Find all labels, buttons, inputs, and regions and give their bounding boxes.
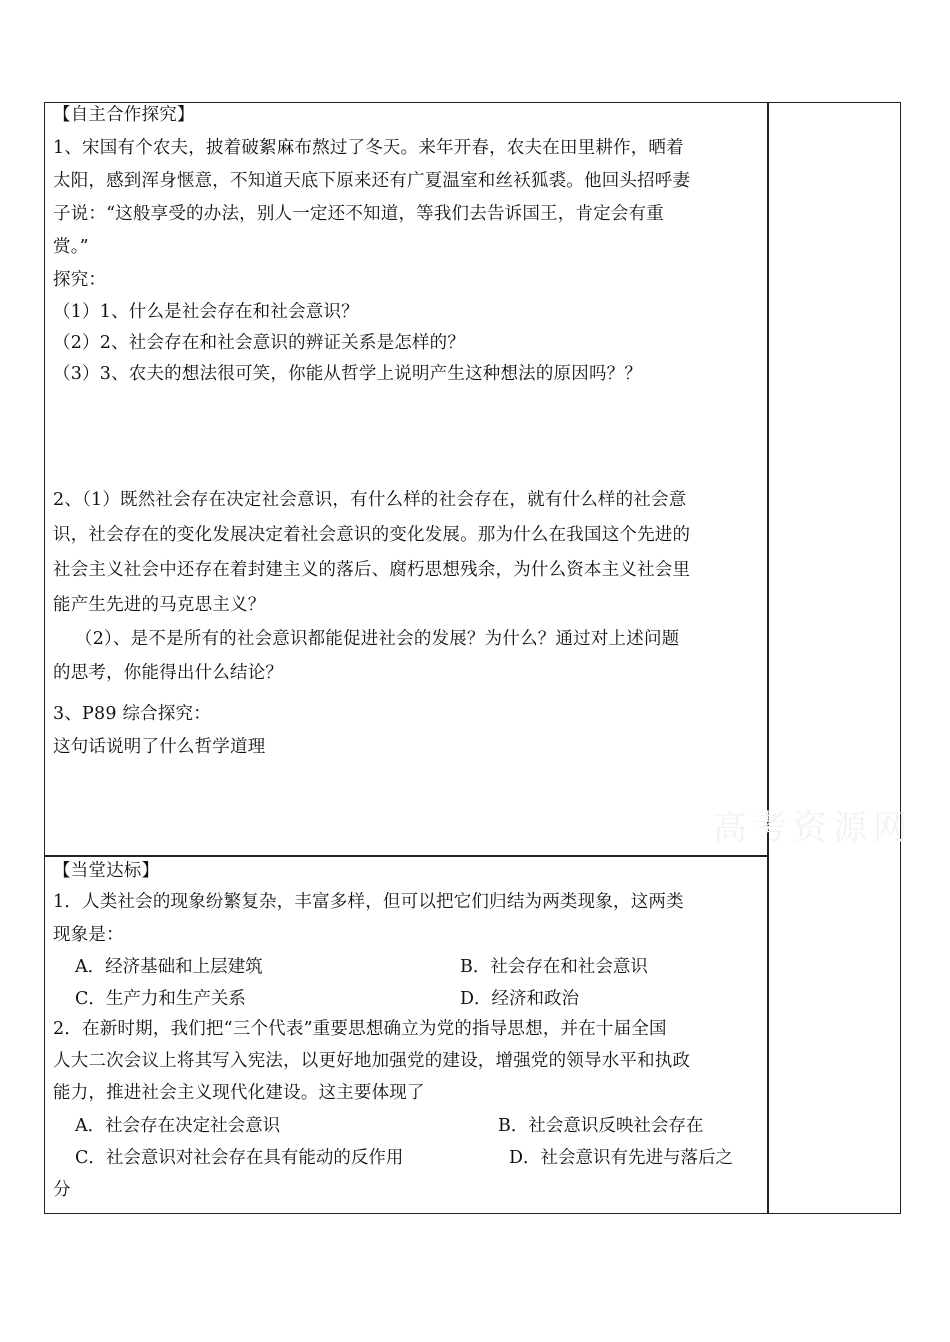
- q2b-line: 的思考，你能得出什么结论？: [53, 663, 284, 683]
- q2-option-b: B．社会意识反映社会存在: [498, 1116, 704, 1136]
- explore-item: （3）3、农夫的想法很可笑，你能从哲学上说明产生这种想法的原因吗？？: [53, 364, 643, 384]
- q1-line: 太阳，感到浑身惬意，不知道天底下原来还有广夏温室和丝袄狐裘。他回头招呼妻: [53, 171, 691, 191]
- q1-line: 子说：“这般享受的办法，别人一定还不知道，等我们去告诉国王，肯定会有重: [53, 204, 664, 224]
- row-divider: [45, 855, 768, 857]
- practice-q2-line: 人大二次会议上将其写入宪法，以更好地加强党的建设，增强党的领导水平和执政: [53, 1051, 691, 1071]
- q1-line: 1、宋国有个农夫，披着破絮麻布熬过了冬天。来年开春，农夫在田里耕作，晒着: [53, 138, 684, 158]
- q2-option-d: D．社会意识有先进与落后之: [509, 1148, 734, 1168]
- explore-item: （2）2、社会存在和社会意识的辨证关系是怎样的？: [53, 333, 466, 353]
- q1-option-a: A．经济基础和上层建筑: [75, 957, 263, 977]
- explore-label: 探究：: [53, 270, 107, 290]
- section-header-practice: 【当堂达标】: [53, 861, 160, 881]
- worksheet-table: [44, 102, 901, 1214]
- q1-option-b: B．社会存在和社会意识: [460, 957, 648, 977]
- q2-line: 能产生先进的马克思主义？: [53, 595, 266, 615]
- explore-item: （1）1、什么是社会存在和社会意识？: [53, 302, 359, 322]
- q1-option-d: D．经济和政治: [460, 989, 580, 1009]
- practice-q2-line: 2．在新时期，我们把“三个代表”重要思想确立为党的指导思想，并在十届全国: [53, 1019, 667, 1039]
- q2-option-d-continued: 分: [53, 1180, 71, 1200]
- q2b-line: （2）、是不是所有的社会意识都能促进社会的发展？为什么？通过对上述问题: [75, 629, 680, 649]
- practice-q1-line: 现象是：: [53, 925, 124, 945]
- q3-label: 3、P89 综合探究：: [53, 704, 211, 724]
- practice-q1-line: 1．人类社会的现象纷繁复杂，丰富多样，但可以把它们归结为两类现象，这两类: [53, 892, 684, 912]
- q1-line: 赏。”: [53, 237, 89, 257]
- q2-option-c: C．社会意识对社会存在具有能动的反作用: [75, 1148, 404, 1168]
- q2-line: 识，社会存在的变化发展决定着社会意识的变化发展。那为什么在我国这个先进的: [53, 525, 691, 545]
- section-header-explore: 【自主合作探究】: [53, 105, 195, 125]
- q2-line: 社会主义社会中还存在着封建主义的落后、腐朽思想残余，为什么资本主义社会里: [53, 560, 691, 580]
- column-divider: [767, 103, 769, 1213]
- q2-line: 2、（1）既然社会存在决定社会意识，有什么样的社会存在，就有什么样的社会意: [53, 490, 687, 510]
- q3-text: 这句话说明了什么哲学道理: [53, 737, 266, 757]
- practice-q2-line: 能力，推进社会主义现代化建设。这主要体现了: [53, 1083, 425, 1103]
- q2-option-a: A．社会存在决定社会意识: [75, 1116, 281, 1136]
- q1-option-c: C．生产力和生产关系: [75, 989, 246, 1009]
- watermark: 高考资源网: [713, 808, 913, 848]
